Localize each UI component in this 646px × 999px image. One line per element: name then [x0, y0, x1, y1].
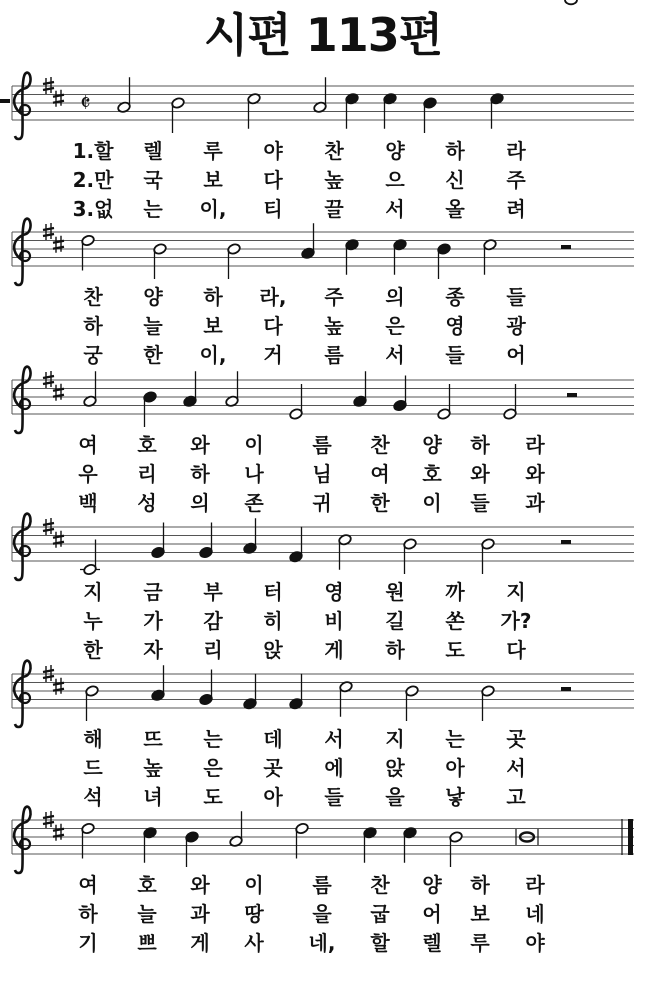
- lyric-syllable: 도: [445, 638, 465, 662]
- key-sharp-c: [53, 824, 64, 841]
- half-note: [449, 831, 463, 867]
- lyric-syllable: 신: [445, 168, 465, 192]
- quarter-note: [151, 523, 165, 559]
- lyric-syllable: 하: [385, 638, 405, 662]
- lyric-syllable: 가?: [500, 609, 532, 633]
- lyric-syllable: 지: [83, 580, 103, 604]
- lyric-syllable: 은: [385, 314, 405, 338]
- lyric-syllable: 올: [445, 197, 465, 221]
- lyric-syllable: 들: [324, 785, 344, 809]
- lyric-syllable: 자: [143, 638, 163, 662]
- staff-system: [12, 219, 634, 367]
- half-note: [338, 534, 352, 570]
- half-note: [85, 685, 99, 721]
- lyric-syllable: 2.만: [72, 168, 114, 192]
- lyric-syllable: 하: [83, 314, 103, 338]
- lyric-syllable: 양: [422, 433, 442, 457]
- half-rest: [561, 687, 571, 691]
- lyric-syllable: 앉: [385, 756, 405, 780]
- lyric-syllable: 어: [422, 902, 442, 926]
- page-title: 시편 113편: [203, 8, 443, 62]
- lyric-syllable: 보: [203, 168, 223, 192]
- time-signature: 𝄵: [80, 89, 91, 117]
- lyric-syllable: 루: [470, 931, 490, 955]
- lyric-syllable: 쏜: [445, 609, 465, 633]
- lyric-syllable: 곳: [263, 756, 283, 780]
- lyric-syllable: 과: [525, 491, 545, 515]
- half-note: [403, 538, 417, 574]
- lyric-syllable: 양: [385, 139, 405, 163]
- lyric-syllable: 렐: [422, 931, 442, 955]
- lyric-syllable: 호: [137, 433, 157, 457]
- quarter-note: [301, 223, 315, 259]
- key-sharp-c: [53, 384, 64, 401]
- lyric-syllable: 네,: [308, 931, 336, 955]
- lyric-syllable: 우: [78, 462, 98, 486]
- key-sharp-c: [53, 531, 64, 548]
- lyric-syllable: 은: [203, 756, 223, 780]
- lyric-syllable: 찬: [370, 433, 390, 457]
- half-note: [295, 822, 309, 858]
- lyric-syllable: 야: [525, 931, 545, 955]
- final-barline-thick: [628, 819, 633, 855]
- lyric-syllable: 하: [203, 285, 223, 309]
- lyric-syllable: 의: [190, 491, 210, 515]
- quarter-note: [393, 376, 407, 412]
- lyric-syllable: 영: [324, 580, 344, 604]
- lyric-syllable: 원: [385, 580, 405, 604]
- lyric-syllable: 종: [445, 285, 465, 309]
- half-note: [81, 822, 95, 858]
- lyric-syllable: 라: [506, 139, 526, 163]
- lyric-syllable: 고: [506, 785, 526, 809]
- lyric-syllable: 의: [385, 285, 405, 309]
- lyric-syllable: 길: [385, 609, 405, 633]
- lyric-syllable: 이: [244, 433, 264, 457]
- lyric-syllable: 호: [422, 462, 442, 486]
- lyric-syllable: 와: [190, 873, 210, 897]
- lyric-syllable: 낳: [445, 785, 465, 809]
- half-note: [339, 681, 353, 717]
- quarter-note: [289, 674, 303, 710]
- quarter-note: [183, 371, 197, 407]
- quarter-note: [151, 665, 165, 701]
- lyric-syllable: 땅: [244, 902, 264, 926]
- lyric-syllable: 지: [506, 580, 526, 604]
- lyric-syllable: 름: [324, 343, 344, 367]
- lyric-syllable: 으: [385, 168, 405, 192]
- half-note: [313, 77, 327, 113]
- lyric-syllable: 들: [445, 343, 465, 367]
- lyric-syllable: 는: [143, 197, 163, 221]
- half-note: [405, 685, 419, 721]
- lyric-syllable: 높: [324, 168, 344, 192]
- lyric-syllable: 다: [506, 638, 526, 662]
- quarter-note: [383, 93, 397, 129]
- lyric-syllable: 라: [525, 433, 545, 457]
- lyric-syllable: 터: [263, 580, 283, 604]
- lyric-syllable: 와: [470, 462, 490, 486]
- quarter-note: [393, 239, 407, 275]
- lyric-syllable: 찬: [83, 285, 103, 309]
- lyric-syllable: 티: [263, 197, 283, 221]
- lyric-syllable: 이,: [199, 197, 227, 221]
- quarter-note: [423, 97, 437, 133]
- lyric-syllable: 녀: [143, 785, 163, 809]
- quarter-note: [185, 831, 199, 867]
- lyric-syllable: 양: [143, 285, 163, 309]
- lyric-syllable: 여: [78, 873, 98, 897]
- lyric-syllable: 양: [422, 873, 442, 897]
- quarter-note: [363, 827, 377, 863]
- lyric-syllable: 까: [445, 580, 465, 604]
- lyric-syllable: 높: [324, 314, 344, 338]
- quarter-note: [353, 371, 367, 407]
- lyric-syllable: 한: [143, 343, 163, 367]
- lyric-syllable: 감: [203, 609, 223, 633]
- half-note: [171, 97, 185, 133]
- lyric-syllable: 들: [506, 285, 526, 309]
- half-note: [117, 77, 131, 113]
- lyric-syllable: 비: [324, 609, 344, 633]
- key-sharp-c: [53, 678, 64, 695]
- lyric-syllable: 드: [83, 756, 103, 780]
- staff-system: [12, 514, 634, 662]
- half-note: [229, 811, 243, 847]
- lyric-syllable: 3.없: [72, 197, 114, 221]
- key-sharp-c: [53, 90, 64, 107]
- half-note: [437, 384, 451, 420]
- lyric-syllable: 주: [506, 168, 526, 192]
- lyric-syllable: 라: [525, 873, 545, 897]
- half-note: [153, 243, 167, 279]
- lyric-syllable: 에: [324, 756, 344, 780]
- lyric-syllable: 기: [78, 931, 98, 955]
- lyric-syllable: 을: [312, 902, 332, 926]
- lyric-syllable: 늘: [137, 902, 157, 926]
- quarter-note: [143, 827, 157, 863]
- lyric-syllable: 여: [370, 462, 390, 486]
- lyric-syllable: 궁: [83, 343, 103, 367]
- lyric-syllable: 다: [263, 168, 283, 192]
- lyric-syllable: 하: [78, 902, 98, 926]
- lyric-syllable: 성: [137, 491, 157, 515]
- half-note: [503, 384, 517, 420]
- quarter-note: [345, 239, 359, 275]
- lyric-syllable: 곳: [506, 727, 526, 751]
- lyric-syllable: 루: [203, 139, 223, 163]
- half-note: [83, 371, 97, 407]
- lyric-syllable: 쁘: [137, 931, 157, 955]
- half-rest: [561, 540, 571, 544]
- quarter-note: [243, 674, 257, 710]
- lyric-syllable: 여: [78, 433, 98, 457]
- lyric-syllable: 늘: [143, 314, 163, 338]
- lyric-syllable: 끌: [324, 197, 344, 221]
- lyric-syllable: 아: [445, 756, 465, 780]
- half-note: [247, 93, 261, 129]
- half-rest: [561, 245, 571, 249]
- quarter-note: [345, 93, 359, 129]
- lyric-syllable: 가: [143, 609, 163, 633]
- lyric-syllable: 데: [263, 727, 283, 751]
- lyric-syllable: 는: [203, 727, 223, 751]
- quarter-note: [199, 670, 213, 706]
- lyric-syllable: 서: [324, 727, 344, 751]
- lyric-syllable: 아: [263, 785, 283, 809]
- lyric-syllable: 다: [263, 314, 283, 338]
- half-rest: [567, 393, 577, 397]
- lyric-syllable: 리: [203, 638, 223, 662]
- staff-system: [0, 0, 634, 221]
- lyric-syllable: 존: [244, 491, 264, 515]
- lyric-syllable: 사: [244, 931, 264, 955]
- quarter-note: [199, 523, 213, 559]
- lyric-syllable: 름: [312, 873, 332, 897]
- lyric-syllable: 호: [137, 873, 157, 897]
- half-note: [225, 371, 239, 407]
- lyric-syllable: 게: [324, 638, 344, 662]
- lyric-syllable: 보: [470, 902, 490, 926]
- half-note: [289, 384, 303, 420]
- key-sharp-c: [53, 236, 64, 253]
- half-note: [481, 685, 495, 721]
- staff-system: [12, 367, 634, 515]
- lyric-syllable: 이: [244, 873, 264, 897]
- lyric-syllable: 앉: [263, 638, 283, 662]
- lyric-syllable: 하: [470, 433, 490, 457]
- quarter-note: [437, 243, 451, 279]
- half-note: [83, 540, 97, 576]
- lyric-syllable: 히: [263, 609, 283, 633]
- half-note: [81, 234, 95, 270]
- lyric-syllable: 름: [312, 433, 332, 457]
- lyric-syllable: 누: [83, 609, 103, 633]
- lyric-syllable: 서: [506, 756, 526, 780]
- half-note: [227, 243, 241, 279]
- half-rest: [0, 99, 10, 103]
- quarter-note: [490, 93, 504, 129]
- quarter-note: [143, 391, 157, 427]
- lyric-syllable: 광: [506, 314, 526, 338]
- lyric-syllable: 들: [470, 491, 490, 515]
- quarter-note: [289, 527, 303, 563]
- lyric-syllable: 어: [506, 343, 526, 367]
- lyric-syllable: 도: [203, 785, 223, 809]
- lyric-syllable: 석: [83, 785, 103, 809]
- lyric-syllable: 1.할: [72, 139, 114, 163]
- lyric-syllable: 지: [385, 727, 405, 751]
- lyric-syllable: 할: [370, 931, 390, 955]
- lyric-syllable: 게: [190, 931, 210, 955]
- lyric-syllable: 높: [143, 756, 163, 780]
- lyric-syllable: 와: [525, 462, 545, 486]
- lyric-syllable: 이,: [199, 343, 227, 367]
- lyric-syllable: 귀: [312, 491, 332, 515]
- lyric-syllable: 려: [506, 197, 526, 221]
- lyric-syllable: 을: [385, 785, 405, 809]
- lyric-syllable: 하: [470, 873, 490, 897]
- lyric-syllable: 는: [445, 727, 465, 751]
- lyric-syllable: 한: [370, 491, 390, 515]
- lyric-syllable: 거: [263, 343, 283, 367]
- staff-system: [12, 661, 634, 809]
- lyric-syllable: 찬: [324, 139, 344, 163]
- half-note: [483, 239, 497, 275]
- lyric-syllable: 야: [263, 139, 283, 163]
- staff-system: [12, 807, 634, 955]
- lyric-syllable: 하: [445, 139, 465, 163]
- lyric-syllable: 이: [422, 491, 442, 515]
- lyric-syllable: 뜨: [143, 727, 163, 751]
- lyric-syllable: 리: [137, 462, 157, 486]
- quarter-note: [403, 827, 417, 863]
- lyric-syllable: 님: [312, 462, 332, 486]
- lyric-syllable: 부: [203, 580, 223, 604]
- lyric-syllable: 영: [445, 314, 465, 338]
- lyric-syllable: 라,: [259, 285, 287, 309]
- half-note: [481, 538, 495, 574]
- lyric-syllable: 한: [83, 638, 103, 662]
- lyric-syllable: 서: [385, 197, 405, 221]
- lyric-syllable: 나: [244, 462, 264, 486]
- lyric-syllable: 네: [525, 902, 545, 926]
- lyric-syllable: 국: [143, 168, 163, 192]
- lyric-syllable: 해: [83, 727, 103, 751]
- quarter-note: [243, 518, 257, 554]
- lyric-syllable: 하: [190, 462, 210, 486]
- lyric-syllable: 와: [190, 433, 210, 457]
- lyric-syllable: 렐: [143, 139, 163, 163]
- lyric-syllable: 굽: [370, 902, 390, 926]
- lyric-syllable: 찬: [370, 873, 390, 897]
- lyric-syllable: 서: [385, 343, 405, 367]
- lyric-syllable: 백: [78, 491, 98, 515]
- half-note: [565, 0, 577, 4]
- lyric-syllable: 과: [190, 902, 210, 926]
- lyric-syllable: 주: [324, 285, 344, 309]
- lyric-syllable: 보: [203, 314, 223, 338]
- lyric-syllable: 금: [143, 580, 163, 604]
